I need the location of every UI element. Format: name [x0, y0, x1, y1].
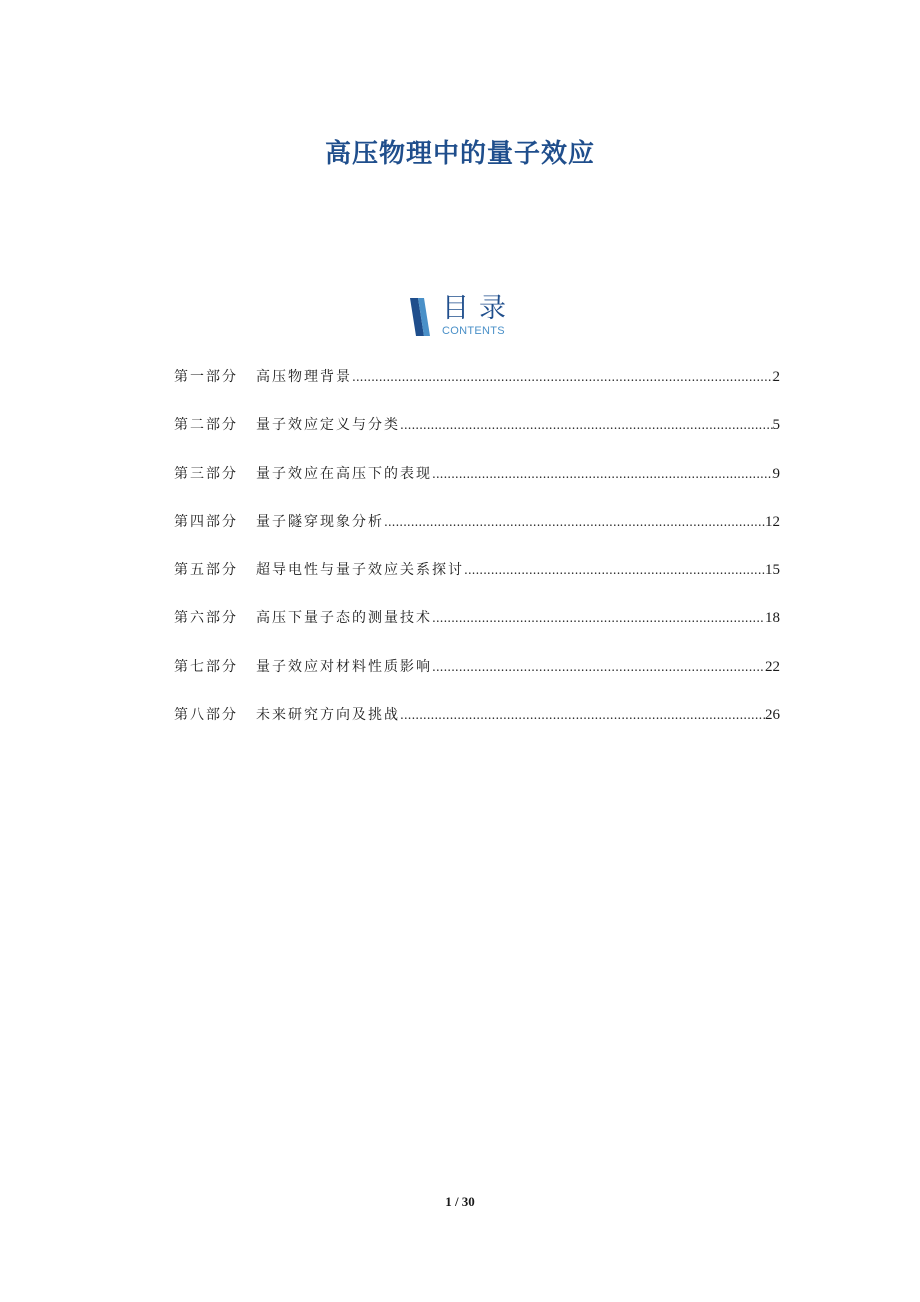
toc-entry[interactable] — [174, 463, 780, 511]
toc-entry-part: 第一部分 — [174, 369, 238, 385]
toc-heading: 目录 — [442, 293, 516, 324]
toc-entry-part: 第八部分 — [174, 707, 238, 724]
toc-entry-title: 量子效应在高压下的表现 — [256, 465, 432, 482]
toc-dot-leader — [464, 563, 765, 577]
toc-entry-part: 第三部分 — [174, 465, 238, 482]
toc-dot-leader — [384, 515, 765, 529]
toc-entry-title: 高压物理背景 — [256, 369, 352, 385]
toc-dot-leader — [432, 611, 765, 625]
toc-dot-leader — [432, 467, 773, 481]
toc-entry-title: 未来研究方向及挑战 — [256, 707, 400, 724]
toc-entry[interactable] — [174, 414, 780, 462]
toc-entry-page: 9 — [772, 465, 780, 482]
toc-dot-leader — [352, 370, 773, 384]
toc-header — [404, 294, 524, 340]
toc-entry-page: 15 — [765, 562, 780, 579]
toc-entry-title: 量子效应对材料性质影响 — [256, 658, 432, 675]
toc-entry-page: 18 — [765, 610, 780, 627]
toc-entry-title: 量子效应定义与分类 — [256, 417, 400, 434]
toc-subheading: CONTENTS — [442, 325, 505, 337]
table-of-contents — [174, 366, 780, 752]
toc-entry[interactable] — [174, 656, 780, 704]
toc-entry-page: 2 — [772, 369, 780, 385]
toc-entry-page: 26 — [765, 707, 780, 724]
toc-entry[interactable] — [174, 366, 780, 414]
toc-entry-part: 第七部分 — [174, 658, 238, 675]
toc-entry[interactable] — [174, 704, 780, 752]
toc-entry[interactable] — [174, 511, 780, 559]
toc-dot-leader — [400, 708, 765, 722]
toc-logo-mark-icon — [408, 296, 434, 338]
toc-dot-leader — [400, 418, 773, 432]
toc-entry[interactable] — [174, 607, 780, 655]
toc-entry-title: 量子隧穿现象分析 — [256, 513, 384, 530]
toc-entry-part: 第四部分 — [174, 513, 238, 530]
toc-entry-title: 超导电性与量子效应关系探讨 — [256, 562, 464, 579]
toc-entry-page: 22 — [765, 658, 780, 675]
toc-entry-title: 高压下量子态的测量技术 — [256, 610, 432, 627]
toc-entry-part: 第六部分 — [174, 610, 238, 627]
page-indicator: 1 / 30 — [445, 1194, 475, 1209]
toc-entry-page: 5 — [772, 417, 780, 434]
toc-dot-leader — [432, 660, 765, 674]
toc-entry-part: 第五部分 — [174, 562, 238, 579]
toc-entry[interactable] — [174, 559, 780, 607]
toc-entry-page: 12 — [765, 513, 780, 530]
document-title: 高压物理中的量子效应 — [324, 139, 595, 170]
toc-entry-part: 第二部分 — [174, 417, 238, 434]
